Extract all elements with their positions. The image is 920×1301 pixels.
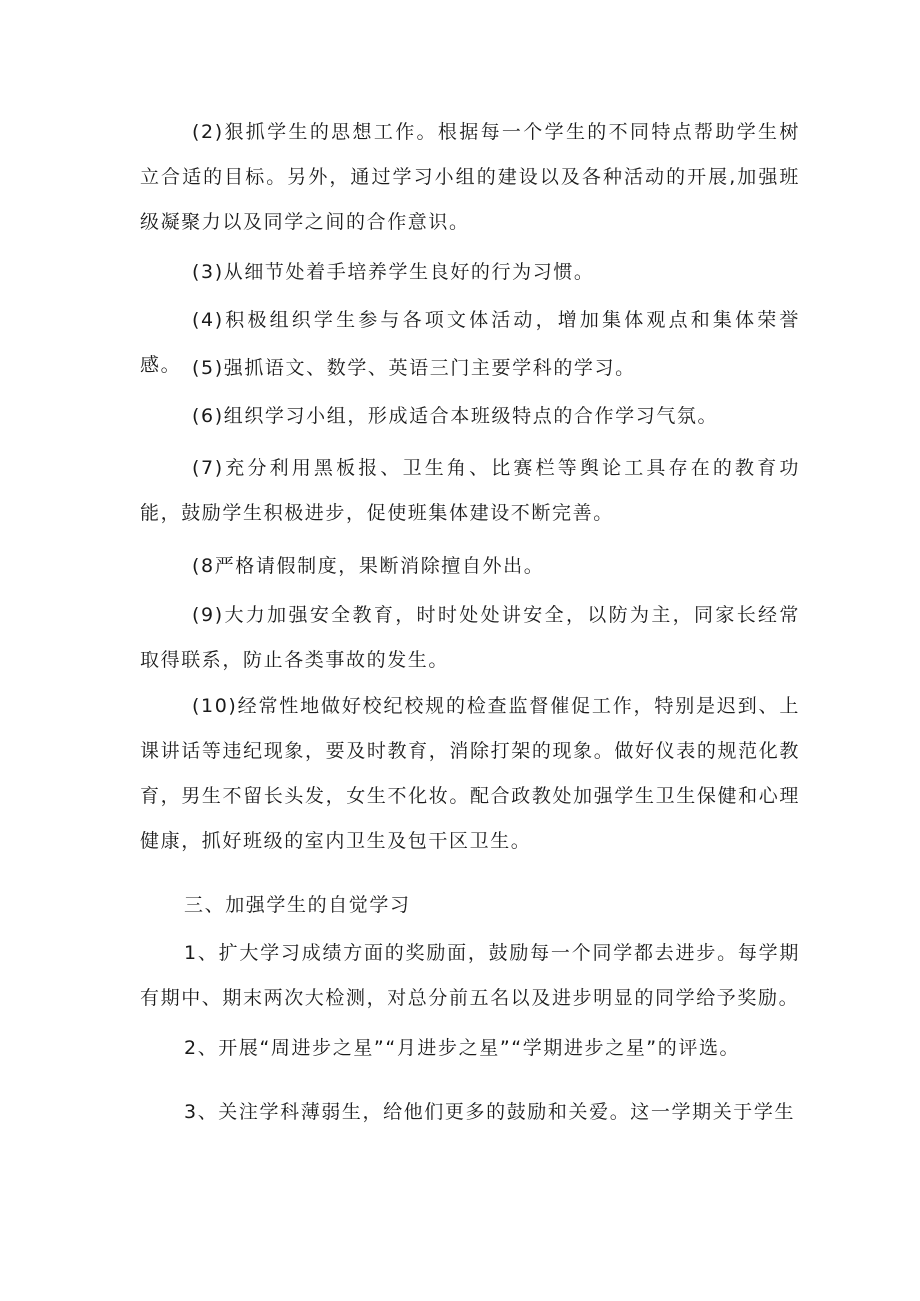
paragraph-item-5: (5)强抓语文、数学、英语三门主要学科的学习。 [192, 357, 636, 379]
numbered-item-2: 2、开展“周进步之星”“月进步之星”“学期进步之星”的评选。 [184, 1037, 741, 1059]
paragraph-item-9: (9)大力加强安全教育，时时处处讲安全，以防为主，同家长经常取得联系，防止各类事故的发生。 [140, 604, 800, 671]
paragraph-item-4: (4)积极组织学生参与各项文体活动，增加集体观点和集体荣誉感。 [140, 309, 800, 376]
paragraph-item-2: (2)狠抓学生的思想工作。根据每一个学生的不同特点帮助学生树立合适的目标。另外，通过学习小组的建设以及各种活动的开展,加强班级凝聚力以及同学之间的合作意识。 [140, 121, 800, 233]
paragraph-item-7: (7)充分利用黑板报、卫生角、比赛栏等舆论工具存在的教育功能，鼓励学生积极进步，促使班集体建设不断完善。 [140, 457, 800, 524]
paragraph-item-6: (6)组织学习小组，形成适合本班级特点的合作学习气氛。 [192, 405, 719, 427]
paragraph-item-10: (10)经常性地做好校纪校规的检查监督催促工作，特别是迟到、上课讲话等违纪现象，要及时教育，消除打架的现象。做好仪表的规范化教育，男生不留长头发，女生不化妆。配合政教处加强学生卫生保健和心理健康，抓好班级的室内卫生及包干区卫生。 [140, 695, 800, 852]
numbered-item-1: 1、扩大学习成绩方面的奖励面，鼓励每一个同学都去进步。每学期有期中、期末两次大检测，对总分前五名以及进步明显的同学给予奖励。 [140, 942, 800, 1009]
paragraph-item-3: (3)从细节处着手培养学生良好的行为习惯。 [192, 261, 595, 283]
numbered-item-3: 3、关注学科薄弱生，给他们更多的鼓励和关爱。这一学期关于学生 [184, 1101, 796, 1123]
section-heading: 三、加强学生的自觉学习 [184, 894, 411, 916]
paragraph-item-8: (8严格请假制度，果断消除擅自外出。 [192, 555, 545, 577]
